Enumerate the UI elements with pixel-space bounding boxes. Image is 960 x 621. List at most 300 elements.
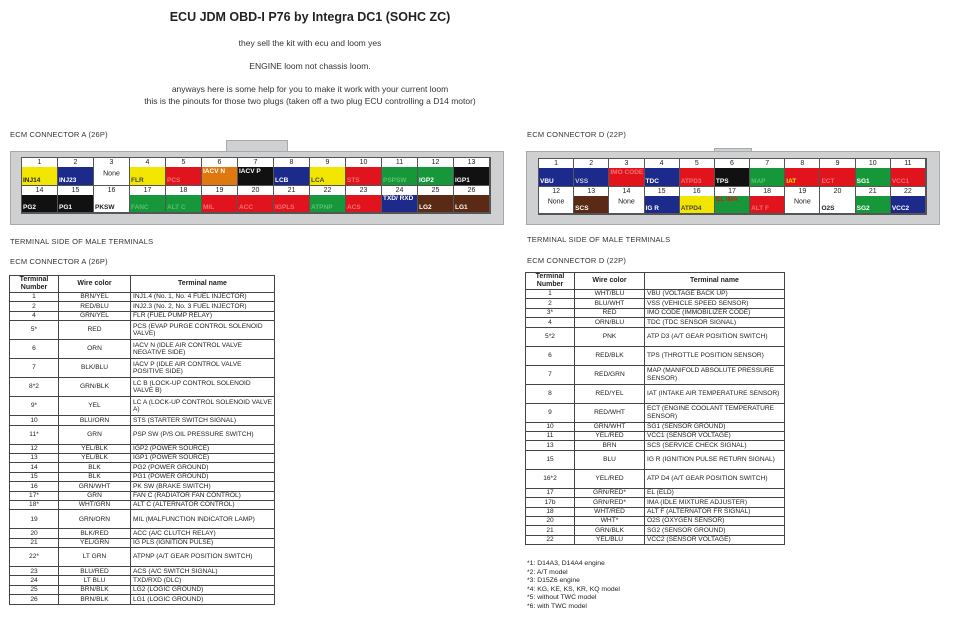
cell-terminal: 23 — [10, 567, 59, 576]
cell-terminal-name: IACV N (IDLE AIR CONTROL VALVE NEGATIVE SIDE) — [131, 340, 275, 359]
connA-pin-22 — [310, 186, 346, 214]
cell-terminal-name: ATP D3 (A/T GEAR POSITION SWITCH) — [645, 327, 785, 346]
cell-wire-color: GRN/RED* — [575, 488, 645, 497]
table-row — [526, 308, 785, 317]
cell-terminal-name: FLR (FUEL PUMP RELAY) — [131, 311, 275, 320]
table-row — [10, 311, 275, 320]
cell-terminal: 25 — [10, 585, 59, 594]
cell-terminal-name: O2S (OXYGEN SENSOR) — [645, 516, 785, 525]
table-row — [10, 472, 275, 481]
pin-number: 1 — [22, 158, 57, 167]
cell-wire-color: RED/WHT — [575, 403, 645, 422]
page-title: ECU JDM OBD-I P76 by Integra DC1 (SOHC ZC) — [169, 10, 451, 24]
connD-pin-7 — [750, 159, 785, 187]
pin-signal: SCS — [574, 204, 608, 213]
connA-pin-12 — [418, 158, 454, 186]
pin-signal: PCS — [166, 176, 201, 185]
cell-terminal: 1 — [526, 290, 575, 299]
header-terminal-name: Terminal name — [131, 276, 275, 293]
pin-number: 15 — [645, 187, 679, 196]
cell-terminal-name: LC A (LOCK-UP CONTROL SOLENOID VALVE A) — [131, 397, 275, 416]
cell-wire-color: RED/GRN — [575, 365, 645, 384]
table-row — [526, 450, 785, 469]
pin-signal: PG1 — [58, 203, 93, 212]
pin-number: 10 — [346, 158, 381, 167]
connA-pin-14 — [22, 186, 58, 214]
cell-terminal: 8 — [526, 384, 575, 403]
cell-terminal: 16 — [10, 482, 59, 491]
cell-terminal-name: SCS (SERVICE CHECK SIGNAL) — [645, 441, 785, 450]
connA-pin-11 — [382, 158, 418, 186]
connector-d-pin-grid — [538, 158, 927, 215]
cell-terminal: 9* — [10, 397, 59, 416]
cell-terminal: 6 — [526, 346, 575, 365]
pin-number: 8 — [274, 158, 309, 167]
pin-number: 11 — [891, 159, 925, 168]
pin-signal: ECT — [820, 177, 854, 186]
table-row — [526, 422, 785, 431]
pin-number: 4 — [645, 159, 679, 168]
pin-signal: None — [618, 198, 635, 206]
cell-terminal: 6 — [10, 340, 59, 359]
cell-wire-color: GRN/WHT — [575, 422, 645, 431]
intro-line-4: this is the pinouts for those two plugs (taken off a two plug ECU controlling a D14 motor) — [144, 96, 476, 106]
cell-terminal-name: ATPNP (A/T GEAR POSITION SWITCH) — [131, 548, 275, 567]
connector-a-pinout-table — [9, 275, 275, 605]
cell-terminal-name: STS (STARTER SWITCH SIGNAL) — [131, 416, 275, 425]
cell-wire-color: GRN/RED* — [575, 498, 645, 507]
cell-terminal-name: ACS (A/C SWITCH SIGNAL) — [131, 567, 275, 576]
pin-number: 6 — [202, 158, 237, 167]
cell-wire-color: BLK — [59, 472, 131, 481]
cell-terminal-name: ATP D4 (A/T GEAR POSITION SWITCH) — [645, 469, 785, 488]
connA-pin-1 — [22, 158, 58, 186]
cell-terminal-name: IMO CODE (IMMOBILIZER CODE) — [645, 308, 785, 317]
pin-number: 17 — [130, 186, 165, 195]
pin-signal: VCC1 — [891, 177, 925, 186]
intro-line-2: ENGINE loom not chassis loom. — [249, 61, 371, 71]
table-row — [526, 488, 785, 497]
cell-terminal-name: IACV P (IDLE AIR CONTROL VALVE POSITIVE SIDE) — [131, 359, 275, 378]
cell-terminal: 3* — [526, 308, 575, 317]
cell-terminal-name: ALT F (ALTERNATOR FR SIGNAL) — [645, 507, 785, 516]
pin-signal: TDC — [645, 177, 679, 186]
cell-wire-color: BLU/RED — [59, 567, 131, 576]
pin-signal: FLR — [130, 176, 165, 185]
cell-terminal: 7 — [10, 359, 59, 378]
pin-signal: EL IMA — [715, 196, 749, 213]
cell-terminal-name: TXD/RXD (DLC) — [131, 576, 275, 585]
table-row — [10, 321, 275, 340]
table-row — [526, 327, 785, 346]
pin-number: 1 — [539, 159, 573, 168]
cell-terminal: 2 — [526, 299, 575, 308]
table-d-label: ECM CONNECTOR D (22P) — [527, 256, 627, 265]
cell-wire-color: WHT* — [575, 516, 645, 525]
pin-number: 3 — [94, 158, 129, 167]
cell-terminal: 21 — [526, 526, 575, 535]
cell-terminal-name: TDC (TDC SENSOR SIGNAL) — [645, 318, 785, 327]
connD-pin-3 — [609, 159, 644, 187]
connD-pin-22 — [891, 187, 926, 215]
cell-terminal: 18 — [526, 507, 575, 516]
pin-signal: MAP — [750, 177, 784, 186]
cell-terminal: 4 — [526, 318, 575, 327]
table-row — [526, 469, 785, 488]
cell-terminal-name: IG R (IGNITION PULSE RETURN SIGNAL) — [645, 450, 785, 469]
footnote-6: *6: with TWC model — [527, 602, 587, 610]
pin-number: 18 — [750, 187, 784, 196]
pin-number: 24 — [382, 186, 417, 195]
pin-number: 7 — [750, 159, 784, 168]
pin-number: 20 — [238, 186, 273, 195]
connector-d-label: ECM CONNECTOR D (22P) — [527, 130, 627, 139]
cell-terminal: 17* — [10, 491, 59, 500]
pin-number: 9 — [820, 159, 854, 168]
cell-terminal-name: EL (ELD) — [645, 488, 785, 497]
connD-pin-1 — [539, 159, 574, 187]
pin-signal: MIL — [202, 203, 237, 212]
cell-terminal-name: LG2 (LOGIC GROUND) — [131, 585, 275, 594]
pin-number: 11 — [382, 158, 417, 167]
cell-terminal: 10 — [10, 416, 59, 425]
cell-terminal: 1 — [10, 293, 59, 302]
pin-number: 21 — [274, 186, 309, 195]
pin-number: 8 — [785, 159, 819, 168]
pin-number: 22 — [891, 187, 925, 196]
pin-number: 4 — [130, 158, 165, 167]
pin-number: 10 — [856, 159, 890, 168]
connA-pin-15 — [58, 186, 94, 214]
connD-pin-10 — [856, 159, 891, 187]
pin-number: 2 — [574, 159, 608, 168]
cell-wire-color: BRN/YEL — [59, 293, 131, 302]
connD-pin-15 — [645, 187, 680, 215]
cell-wire-color: GRN — [59, 491, 131, 500]
connD-pin-20 — [820, 187, 855, 215]
pin-signal: TPS — [715, 177, 749, 186]
table-row — [10, 453, 275, 462]
connA-pin-6 — [202, 158, 238, 186]
cell-terminal: 26 — [10, 595, 59, 604]
table-row — [10, 444, 275, 453]
table-row — [10, 378, 275, 397]
table-row — [526, 535, 785, 544]
header-wire-color: Wire color — [59, 276, 131, 293]
cell-terminal: 7 — [526, 365, 575, 384]
connD-pin-13 — [574, 187, 609, 215]
cell-terminal-name: INJ1.4 (No. 1, No. 4 FUEL INJECTOR) — [131, 293, 275, 302]
table-row — [526, 507, 785, 516]
connD-pin-9 — [820, 159, 855, 187]
pin-signal: IGP1 — [454, 176, 489, 185]
terminal-side-d-label: TERMINAL SIDE OF MALE TERMINALS — [527, 235, 671, 244]
table-row — [10, 595, 275, 604]
connD-pin-18 — [750, 187, 785, 215]
pin-signal: LG1 — [454, 203, 489, 212]
cell-terminal: 17 — [526, 488, 575, 497]
pin-signal: IMO CODE — [609, 169, 643, 186]
pin-number: 14 — [609, 187, 643, 196]
cell-terminal: 4 — [10, 311, 59, 320]
connD-pin-12 — [539, 187, 574, 215]
cell-terminal: 15 — [526, 450, 575, 469]
connD-pin-4 — [645, 159, 680, 187]
cell-terminal: 21 — [10, 538, 59, 547]
pin-signal: ATPD4 — [680, 204, 714, 213]
cell-terminal: 11* — [10, 425, 59, 444]
cell-wire-color: LT GRN — [59, 548, 131, 567]
cell-terminal-name: ACC (A/C CLUTCH RELAY) — [131, 529, 275, 538]
pin-number: 2 — [58, 158, 93, 167]
cell-terminal-name: TPS (THROTTLE POSITION SENSOR) — [645, 346, 785, 365]
pin-signal: None — [793, 198, 811, 206]
table-row — [10, 491, 275, 500]
cell-terminal: 20 — [526, 516, 575, 525]
pin-signal: LCA — [310, 176, 345, 185]
cell-terminal: 15 — [10, 472, 59, 481]
pin-number: 5 — [680, 159, 714, 168]
pin-number: 5 — [166, 158, 201, 167]
table-row — [10, 548, 275, 567]
pin-signal: IG R — [645, 204, 679, 213]
connD-pin-11 — [891, 159, 926, 187]
cell-wire-color: BLU/ORN — [59, 416, 131, 425]
footnote-3: *3: D15Z6 engine — [527, 577, 580, 585]
pin-signal: ATPD3 — [680, 177, 714, 186]
pin-signal: IACV N — [202, 168, 237, 185]
cell-terminal-name: IAT (INTAKE AIR TEMPERATURE SENSOR) — [645, 384, 785, 403]
connD-pin-19 — [785, 187, 820, 215]
cell-wire-color: WHT/GRN — [59, 500, 131, 509]
table-row — [526, 441, 785, 450]
connA-pin-9 — [310, 158, 346, 186]
pin-number: 7 — [238, 158, 273, 167]
cell-terminal: 19 — [10, 510, 59, 529]
cell-wire-color: BRN — [575, 441, 645, 450]
connA-pin-10 — [346, 158, 382, 186]
pin-number: 19 — [202, 186, 237, 195]
table-row — [526, 516, 785, 525]
cell-terminal-name: PG1 (POWER GROUND) — [131, 472, 275, 481]
pin-number: 15 — [58, 186, 93, 195]
pin-signal: STS — [346, 176, 381, 185]
pin-signal: None — [103, 170, 120, 178]
pin-signal: LCB — [274, 176, 309, 185]
pin-signal: INJ14 — [22, 176, 57, 185]
connA-pin-3 — [94, 158, 130, 186]
cell-wire-color: GRN — [59, 425, 131, 444]
cell-wire-color: BLK — [59, 463, 131, 472]
cell-terminal-name: FAN C (RADIATOR FAN CONTROL) — [131, 491, 275, 500]
pin-number: 3 — [609, 159, 643, 168]
cell-terminal: 11 — [526, 431, 575, 440]
cell-terminal-name: IGP1 (POWER SOURCE) — [131, 453, 275, 462]
header-terminal-number: Terminal Number — [10, 276, 59, 293]
pin-signal: IACV P — [238, 168, 273, 185]
pin-signal: PSPSW — [382, 176, 417, 185]
table-row — [526, 384, 785, 403]
table-row — [526, 498, 785, 507]
connA-pin-7 — [238, 158, 274, 186]
cell-terminal-name: LG1 (LOGIC GROUND) — [131, 595, 275, 604]
pin-signal: SG2 — [856, 204, 890, 213]
header-wire-color: Wire color — [575, 273, 645, 290]
cell-terminal-name: PCS (EVAP PURGE CONTROL SOLENOID VALVE) — [131, 321, 275, 340]
table-row — [10, 302, 275, 311]
cell-wire-color: YEL — [59, 397, 131, 416]
table-row — [526, 365, 785, 384]
pin-number: 26 — [454, 186, 489, 195]
connA-pin-16 — [94, 186, 130, 214]
cell-wire-color: ORN/BLU — [575, 318, 645, 327]
footnote-2: *2: A/T model — [527, 568, 568, 576]
pin-number: 9 — [310, 158, 345, 167]
table-row — [526, 290, 785, 299]
pin-signal: ALT F — [750, 204, 784, 213]
cell-wire-color: YEL/GRN — [59, 538, 131, 547]
connA-pin-17 — [130, 186, 166, 214]
pin-signal: IGP2 — [418, 176, 453, 185]
connA-pin-8 — [274, 158, 310, 186]
connA-pin-2 — [58, 158, 94, 186]
table-row — [10, 397, 275, 416]
connD-pin-6 — [715, 159, 750, 187]
table-row — [10, 585, 275, 594]
connD-pin-8 — [785, 159, 820, 187]
cell-terminal-name: IMA (IDLE MIXTURE ADJUSTER) — [645, 498, 785, 507]
pin-number: 12 — [539, 187, 573, 196]
connA-pin-20 — [238, 186, 274, 214]
cell-terminal: 12 — [10, 444, 59, 453]
cell-terminal-name: ALT C (ALTERNATOR CONTROL) — [131, 500, 275, 509]
table-header-row — [526, 273, 785, 290]
cell-terminal-name: PSP SW (P/S OIL PRESSURE SWITCH) — [131, 425, 275, 444]
connA-pin-26 — [454, 186, 490, 214]
cell-terminal-name: LC B (LOCK-UP CONTROL SOLENOID VALVE B) — [131, 378, 275, 397]
connA-pin-5 — [166, 158, 202, 186]
table-row — [10, 463, 275, 472]
terminal-side-a-label: TERMINAL SIDE OF MALE TERMINALS — [10, 237, 154, 246]
cell-terminal-name: INJ2.3 (No. 2, No. 3 FUEL INJECTOR) — [131, 302, 275, 311]
table-row — [526, 299, 785, 308]
cell-wire-color: RED — [575, 308, 645, 317]
table-row — [10, 482, 275, 491]
cell-terminal-name: ECT (ENGINE COOLANT TEMPERATURE SENSOR) — [645, 403, 785, 422]
pin-number: 20 — [820, 187, 854, 196]
table-row — [10, 510, 275, 529]
pin-signal: VCC2 — [891, 204, 925, 213]
pin-number: 16 — [94, 186, 129, 195]
table-row — [526, 346, 785, 365]
cell-wire-color: RED/YEL — [575, 384, 645, 403]
cell-terminal: 14 — [10, 463, 59, 472]
cell-terminal: 18* — [10, 500, 59, 509]
header-terminal-number: Terminal Number — [526, 273, 575, 290]
pin-signal: PG2 — [22, 203, 57, 212]
table-row — [10, 576, 275, 585]
pin-signal: ALT C — [166, 203, 201, 212]
table-row — [10, 500, 275, 509]
cell-wire-color: RED — [59, 321, 131, 340]
cell-wire-color: LT BLU — [59, 576, 131, 585]
cell-terminal-name: PK SW (BRAKE SWITCH) — [131, 482, 275, 491]
table-row — [10, 293, 275, 302]
table-row — [526, 318, 785, 327]
table-row — [10, 416, 275, 425]
intro-line-3: anyways here is some help for you to make it work with your current loom — [171, 84, 449, 94]
table-header-row — [10, 276, 275, 293]
pin-number: 23 — [346, 186, 381, 195]
cell-wire-color: GRN/YEL — [59, 311, 131, 320]
cell-wire-color: WHT/BLU — [575, 290, 645, 299]
cell-terminal-name: VCC1 (SENSOR VOLTAGE) — [645, 431, 785, 440]
table-row — [10, 340, 275, 359]
header-terminal-name: Terminal name — [645, 273, 785, 290]
connA-pin-19 — [202, 186, 238, 214]
pin-signal: None — [547, 198, 565, 206]
connA-pin-18 — [166, 186, 202, 214]
pin-signal: ACS — [346, 203, 381, 212]
cell-wire-color: BRN/BLK — [59, 585, 131, 594]
pin-signal: TXD/ RXD — [382, 195, 417, 212]
cell-wire-color: YEL/BLK — [59, 444, 131, 453]
connA-pin-24 — [382, 186, 418, 214]
table-row — [526, 526, 785, 535]
cell-terminal: 13 — [526, 441, 575, 450]
pin-signal: ATPNP — [310, 203, 345, 212]
cell-terminal: 5* — [10, 321, 59, 340]
cell-terminal: 10 — [526, 422, 575, 431]
cell-wire-color: BLK/BLU — [59, 359, 131, 378]
pin-number: 12 — [418, 158, 453, 167]
cell-terminal-name: IG PLS (IGNITION PULSE) — [131, 538, 275, 547]
cell-terminal-name: VBU (VOLTAGE BACK UP) — [645, 290, 785, 299]
pin-number: 19 — [785, 187, 819, 196]
pin-signal: VBU — [539, 177, 573, 186]
cell-wire-color: YEL/BLU — [575, 535, 645, 544]
table-row — [10, 425, 275, 444]
cell-wire-color: RED/BLK — [575, 346, 645, 365]
cell-terminal: 5*2 — [526, 327, 575, 346]
pin-number: 16 — [680, 187, 714, 196]
cell-wire-color: WHT/RED — [575, 507, 645, 516]
connector-a-label: ECM CONNECTOR A (26P) — [10, 130, 108, 139]
pin-number: 14 — [22, 186, 57, 195]
cell-terminal: 22* — [10, 548, 59, 567]
table-a-label: ECM CONNECTOR A (26P) — [10, 257, 108, 266]
cell-wire-color: BLU/WHT — [575, 299, 645, 308]
cell-wire-color: GRN/ORN — [59, 510, 131, 529]
cell-terminal-name: MAP (MANIFOLD ABSOLUTE PRESSURE SENSOR) — [645, 365, 785, 384]
connD-pin-14 — [609, 187, 644, 215]
cell-wire-color: GRN/BLK — [575, 526, 645, 535]
table-row — [10, 538, 275, 547]
pin-number: 22 — [310, 186, 345, 195]
cell-terminal: 8*2 — [10, 378, 59, 397]
pin-signal: O2S — [820, 204, 854, 213]
pin-signal: PKSW — [94, 203, 129, 212]
cell-terminal: 13 — [10, 453, 59, 462]
cell-terminal-name: MIL (MALFUNCTION INDICATOR LAMP) — [131, 510, 275, 529]
pin-signal: IGPLS — [274, 203, 309, 212]
pin-signal: INJ23 — [58, 176, 93, 185]
connD-pin-17 — [715, 187, 750, 215]
cell-terminal: 20 — [10, 529, 59, 538]
connA-pin-4 — [130, 158, 166, 186]
cell-wire-color: YEL/RED — [575, 431, 645, 440]
cell-terminal: 22 — [526, 535, 575, 544]
